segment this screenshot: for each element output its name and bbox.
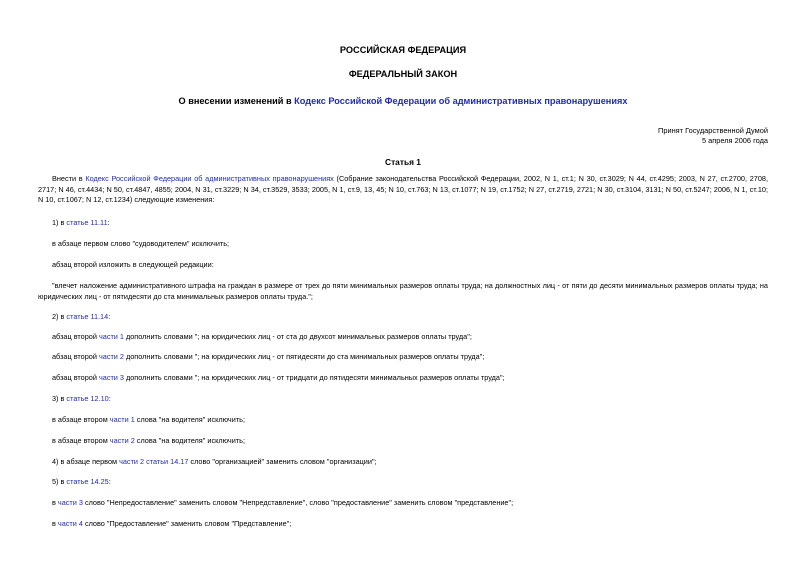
intro-after: (Собрание законодательства Российской Федерации, 2002, N 1, ст.1; N 30, ст.3029; N 44, ст.4295; 2003, N 27, ст.2700, 2708, 2717; N 46, ст.4434; N 50, ст.4847, 4855; 2004, N 31, ст.3229; N 34, ст.3529, 3533; 2005, N 1, ст.9, 13, 45; N 10, ст.763; N 13, ст.1077; N 19, ст.1752; N 27, ст.2719, 2721; N 30, ст.3104, 3131; N 50, ст.5247; 2006, N 1, ст.10; N 10, ст.1067; N 12, ст.1234) следующие изменения: bbox=[38, 174, 768, 204]
item-1-before: 1) в bbox=[52, 218, 67, 227]
item-3-after: : bbox=[108, 394, 111, 403]
item-3-before: 3) в bbox=[52, 394, 67, 403]
item-2b-before: абзац второй bbox=[52, 352, 99, 361]
item-2c bbox=[38, 373, 768, 384]
item-5-link[interactable]: статье 14.25 bbox=[66, 477, 109, 486]
item-3-link[interactable]: статье 12.10 bbox=[66, 394, 109, 403]
item-5a-before: в bbox=[52, 498, 58, 507]
item-3a-link[interactable]: части 1 bbox=[109, 415, 135, 424]
item-1-after: : bbox=[107, 218, 110, 227]
item-5a-after: слово "Непредоставление" заменить словом "Непредставление", слово "предоставление" заменить словом "представление"; bbox=[82, 498, 514, 507]
item-2c-after: дополнить словами "; на юридических лиц - от тридцати до пятидесяти минимальных размеров оплаты труда"; bbox=[123, 373, 505, 382]
item-5a bbox=[38, 498, 768, 509]
item-2a-link[interactable]: части 1 bbox=[98, 332, 124, 341]
item-2a-after: дополнить словами "; на юридических лиц - от ста до двухсот минимальных размеров оплаты труда"; bbox=[123, 332, 472, 341]
item-2 bbox=[38, 312, 768, 323]
item-5b bbox=[38, 519, 768, 530]
item-5-after: : bbox=[108, 477, 111, 486]
item-5b-before: в bbox=[52, 519, 58, 528]
item-2a-before: абзац второй bbox=[52, 332, 99, 341]
item-1-link[interactable]: статье 11.11 bbox=[66, 218, 108, 227]
intro-paragraph bbox=[38, 174, 768, 206]
law-title bbox=[38, 96, 768, 107]
law-title-prefix: О внесении изменений в bbox=[178, 96, 295, 106]
item-4 bbox=[38, 457, 768, 468]
item-1 bbox=[38, 218, 768, 229]
country-heading: РОССИЙСКАЯ ФЕДЕРАЦИЯ bbox=[339, 45, 467, 55]
law-title-code-link[interactable]: Кодекс Российской Федерации об административных правонарушениях bbox=[294, 96, 628, 106]
item-3a-before: в абзаце втором bbox=[52, 415, 110, 424]
item-3b-before: в абзаце втором bbox=[52, 436, 110, 445]
item-1c bbox=[38, 281, 768, 302]
item-1a-text: в абзаце первом слово "судоводителем" исключить; bbox=[52, 239, 230, 248]
intro-code-link[interactable]: Кодекс Российской Федерации об административных правонарушениях bbox=[85, 174, 334, 183]
item-1b bbox=[38, 260, 768, 271]
law-type-heading: ФЕДЕРАЛЬНЫЙ ЗАКОН bbox=[348, 69, 458, 79]
item-4-after: слово "организацией" заменить словом "организации"; bbox=[188, 457, 377, 466]
document-body bbox=[38, 0, 768, 571]
item-2b-after: дополнить словами "; на юридических лиц - от пятидесяти до ста минимальных размеров оплаты труда"; bbox=[123, 352, 485, 361]
item-4-link[interactable]: части 2 статьи 14.17 bbox=[119, 457, 189, 466]
item-4-before: 4) в абзаце первом bbox=[52, 457, 120, 466]
item-5-before: 5) в bbox=[52, 477, 67, 486]
item-3b-link[interactable]: части 2 bbox=[109, 436, 135, 445]
adoption-line-1: Принят Государственной Думой bbox=[658, 126, 768, 135]
item-2c-before: абзац второй bbox=[52, 373, 99, 382]
item-2c-link[interactable]: части 3 bbox=[98, 373, 124, 382]
item-3a-after: слова "на водителя" исключить; bbox=[134, 415, 245, 424]
item-2-before: 2) в bbox=[52, 312, 67, 321]
item-2b bbox=[38, 352, 768, 363]
item-3a bbox=[38, 415, 768, 426]
item-3 bbox=[38, 394, 768, 405]
item-5b-link[interactable]: части 4 bbox=[57, 519, 83, 528]
item-2-link[interactable]: статье 11.14 bbox=[66, 312, 109, 321]
adoption-line-2: 5 апреля 2006 года bbox=[701, 136, 768, 145]
adoption-info bbox=[658, 126, 768, 146]
item-2a bbox=[38, 332, 768, 343]
item-3b bbox=[38, 436, 768, 447]
intro-before: Внести в bbox=[52, 174, 86, 183]
item-2-after: : bbox=[108, 312, 111, 321]
item-3b-after: слова "на водителя" исключить; bbox=[134, 436, 245, 445]
item-5 bbox=[38, 477, 768, 488]
item-2b-link[interactable]: части 2 bbox=[98, 352, 124, 361]
item-1c-text: "влечет наложение административного штрафа на граждан в размере от трех до пяти минимальных размеров оплаты труда; на должностных лиц - от пяти до десяти минимальных размеров оплаты труда; на юридических лиц - от пятидесяти до ста минимальных размеров оплаты труда."; bbox=[38, 281, 768, 301]
item-1a bbox=[38, 239, 768, 250]
article-title: Статья 1 bbox=[385, 157, 421, 167]
item-5b-after: слово "Предоставление" заменить словом "Представление"; bbox=[82, 519, 292, 528]
item-1b-text: абзац второй изложить в следующей редакции: bbox=[52, 260, 214, 269]
item-5a-link[interactable]: части 3 bbox=[57, 498, 83, 507]
